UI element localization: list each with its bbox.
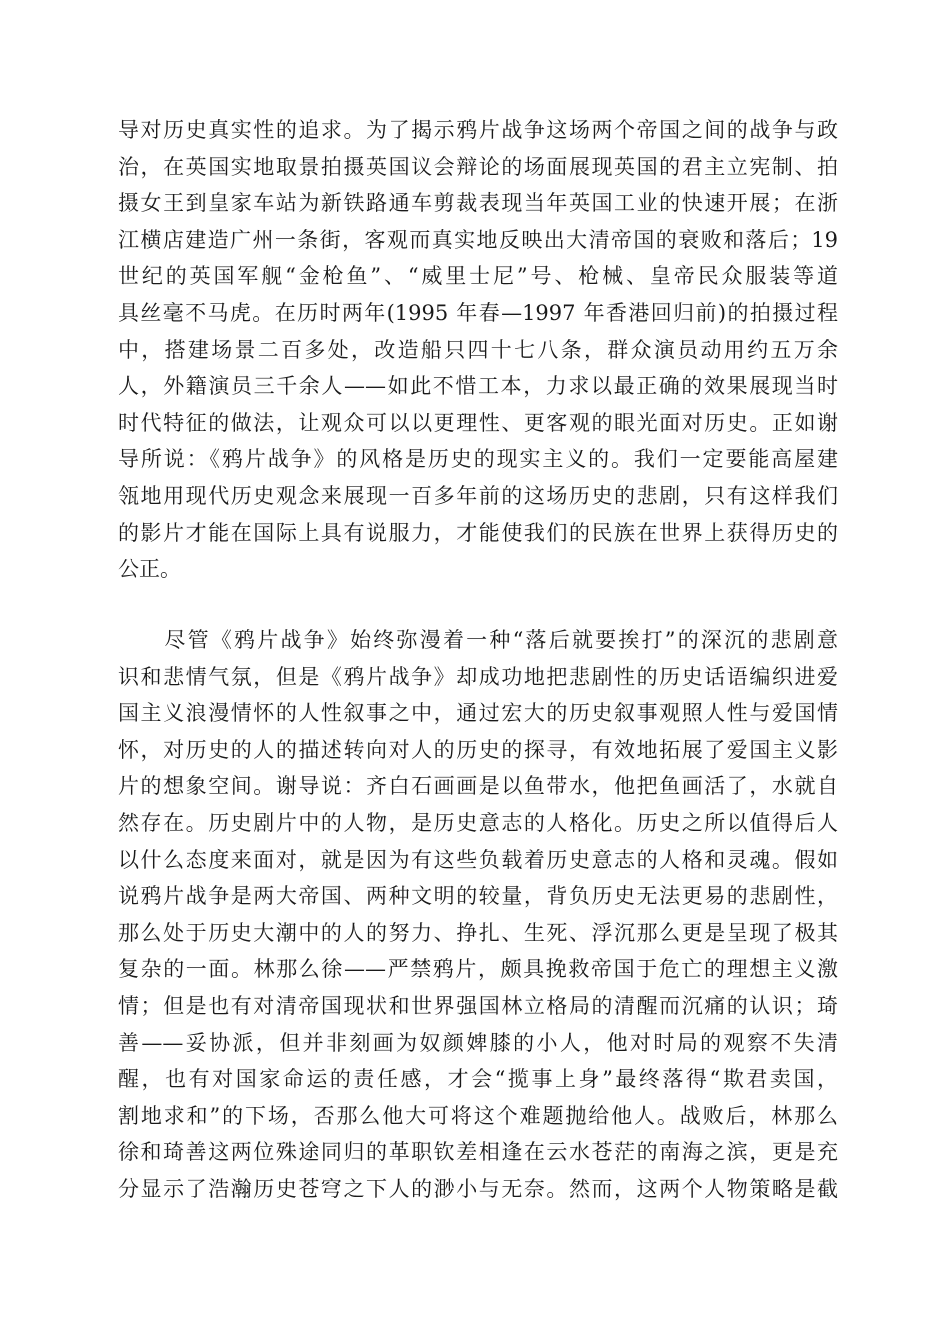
text-line: 以什么态度来面对，就是因为有这些负载着历史意志的人格和灵魂。假如 [118, 847, 838, 872]
text-line: 世纪的英国军舰“金枪鱼”、“威里士尼”号、枪械、皇帝民众服装等道 [118, 264, 838, 289]
paragraph-1 [118, 112, 838, 588]
text-line: 的影片才能在国际上具有说服力，才能使我们的民族在世界上获得历史的 [118, 520, 838, 545]
text-line: 复杂的一面。林那么徐——严禁鸦片，颇具挽救帝国于危亡的理想主义激 [118, 957, 838, 982]
text-line: 然存在。历史剧片中的人物，是历史意志的人格化。历史之所以值得后人 [118, 810, 838, 835]
text-line: 说鸦片战争是两大帝国、两种文明的较量，背负历史无法更易的悲剧性， [118, 884, 838, 909]
text-line: 国主义浪漫情怀的人性叙事之中，通过宏大的历史叙事观照人性与爱国情 [118, 701, 838, 726]
text-line: 导所说：《鸦片战争》的风格是历史的现实主义的。我们一定要能高屋建 [118, 447, 838, 472]
text-line: 公正。 [118, 557, 181, 582]
text-line: 片的想象空间。谢导说：齐白石画画是以鱼带水，他把鱼画活了，水就自 [118, 774, 838, 799]
text-line: 瓴地用现代历史观念来展现一百多年前的这场历史的悲剧，只有这样我们 [118, 483, 838, 508]
text-line: 人，外籍演员三千余人——如此不惜工本，力求以最正确的效果展现当时 [118, 374, 838, 399]
text-line: 情；但是也有对清帝国现状和世界强国林立格局的清醒而沉痛的认识；琦 [118, 993, 838, 1018]
text-line: 那么处于历史大潮中的人的努力、挣扎、生死、浮沉那么更是呈现了极其 [118, 920, 838, 945]
text-line: 具丝毫不马虎。在历时两年(1995 年春—1997 年香港回归前)的拍摄过程 [118, 300, 838, 325]
paragraph-2 [118, 622, 838, 1208]
text-line: 摄女王到皇家车站为新铁路通车剪裁表现当年英国工业的快速开展；在浙 [118, 191, 838, 216]
text-line: 治，在英国实地取景拍摄英国议会辩论的场面展现英国的君主立宪制、拍 [118, 154, 838, 179]
text-line: 醒，也有对国家命运的责任感，才会“揽事上身”最终落得“欺君卖国， [118, 1067, 838, 1092]
text-line: 怀，对历史的人的描述转向对人的历史的探寻，有效地拓展了爱国主义影 [118, 737, 838, 762]
text-line: 善——妥协派，但并非刻画为奴颜婢膝的小人，他对时局的观察不失清 [118, 1030, 838, 1055]
text-line: 分显示了浩瀚历史苍穹之下人的渺小与无奈。然而，这两个人物策略是截 [118, 1176, 838, 1201]
text-line: 识和悲情气氛，但是《鸦片战争》却成功地把悲剧性的历史话语编织进爱 [118, 664, 838, 689]
text-line: 徐和琦善这两位殊途同归的革职钦差相逢在云水苍茫的南海之滨，更是充 [118, 1140, 838, 1165]
text-line: 尽管《鸦片战争》始终弥漫着一种“落后就要挨打”的深沉的悲剧意 [118, 628, 838, 652]
text-line: 导对历史真实性的追求。为了揭示鸦片战争这场两个帝国之间的战争与政 [118, 118, 838, 142]
text-line: 中，搭建场景二百多处，改造船只四十七八条，群众演员动用约五万余 [118, 337, 838, 362]
text-line: 割地求和”的下场，否那么他大可将这个难题抛给他人。战败后，林那么 [118, 1103, 838, 1128]
text-line: 时代特征的做法，让观众可以以更理性、更客观的眼光面对历史。正如谢 [118, 410, 838, 435]
text-line: 江横店建造广州一条街，客观而真实地反映出大清帝国的衰败和落后；19 [118, 227, 838, 252]
